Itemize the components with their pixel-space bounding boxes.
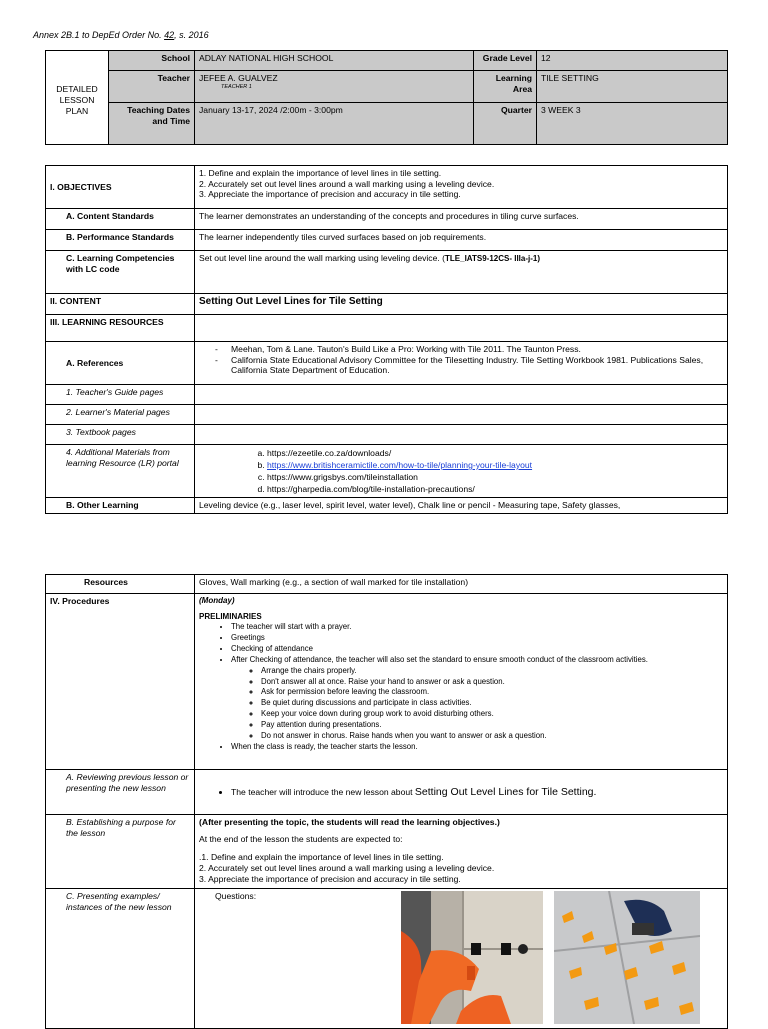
other-resources-value: Gloves, Wall marking (e.g., a section of wall marked for tile installation) xyxy=(195,575,728,594)
references-label: A. References xyxy=(46,342,195,385)
teachers-guide-label: 1. Teacher's Guide pages xyxy=(46,385,195,405)
purpose-item: .1. Define and explain the importance of level lines in tile setting. xyxy=(199,852,444,863)
purpose-item: 3. Appreciate the importance of precision and accuracy in tile setting. xyxy=(199,873,461,884)
standard-item: ◦ Be quiet during discussions and participate in class activities. xyxy=(261,698,723,709)
purpose-heading: (After presenting the topic, the students will read the learning objectives.) xyxy=(199,817,500,827)
standard-item: ◦ Do not answer in chorus. Raise hands when you want to answer or ask a question. xyxy=(261,731,723,742)
area-label: Learning Area xyxy=(474,71,537,103)
performance-standards-label: B. Performance Standards xyxy=(46,230,195,251)
grade-label: Grade Level xyxy=(474,51,537,71)
standard-item: ◦ Arrange the chairs properly. xyxy=(261,666,723,677)
other-learning-label: B. Other Learning xyxy=(46,498,195,514)
content-value: Setting Out Level Lines for Tile Setting xyxy=(195,294,728,315)
preliminaries-title: PRELIMINARIES xyxy=(199,612,262,621)
competencies-label: C. Learning Competencies with LC code xyxy=(46,251,195,294)
objectives-table xyxy=(45,165,728,514)
teacher-role: TEACHER 1 xyxy=(221,83,252,90)
links-cell xyxy=(195,445,728,498)
school-value: ADLAY NATIONAL HIGH SCHOOL xyxy=(195,51,474,71)
procedures-cell xyxy=(195,594,728,770)
teacher-name: JEFEE A. GUALVEZ xyxy=(199,73,278,83)
purpose-label: B. Establishing a purpose for the lesson xyxy=(46,815,195,889)
objective-item: 1. Define and explain the importance of level lines in tile setting. xyxy=(199,168,442,178)
quarter-value: 3 WEEK 3 xyxy=(537,103,728,145)
grade-value: 12 xyxy=(537,51,728,71)
objectives-label: I. OBJECTIVES xyxy=(46,166,195,209)
purpose-cell xyxy=(195,815,728,889)
prelim-item: • After Checking of attendance, the teacher will also set the standard to ensure smooth conduct of the classroom activities. ◦ Arrange the chairs properly. ◦ Don't answer all at once. Raise your hand to answer or ask a question. ◦ Ask for permission before leaving the classroom. ◦ Be quiet during discussions and participate in class activities. ◦ Keep your voice down during group work to avoid disturbing others. ◦ Pay attention during presentations. ◦ Do not answer in chorus. Raise hands when you want to answer or ask a question. xyxy=(231,655,723,742)
other-resources-label: Resources xyxy=(46,575,195,594)
link-item: d. https://gharpedia.com/blog/tile-installation-precautions/ xyxy=(267,483,723,495)
school-label: School xyxy=(109,51,195,71)
objectives-list xyxy=(195,166,728,209)
prelim-item: • Greetings xyxy=(231,633,723,644)
header-table xyxy=(45,50,728,145)
link-item[interactable] xyxy=(267,459,723,471)
link-item: a. https://ezeetile.co.za/downloads/ xyxy=(267,447,723,459)
resources-empty xyxy=(195,315,728,342)
other-learning-value: Leveling device (e.g., laser level, spirit level, water level), Chalk line or pencil - Measuring tape, Safety glasses, xyxy=(195,498,728,514)
textbook-label: 3. Textbook pages xyxy=(46,425,195,445)
learners-material-label: 2. Learner's Material pages xyxy=(46,405,195,425)
reviewing-value: • The teacher will introduce the new lesson about Setting Out Level Lines for Tile Setting. xyxy=(195,770,728,815)
additional-materials-label: 4. Additional Materials from learning Resource (LR) portal xyxy=(46,445,195,498)
standard-item: ◦ Don't answer all at once. Raise your hand to answer or ask a question. xyxy=(261,677,723,688)
purpose-item: 2. Accurately set out level lines around a wall marking using a leveling device. xyxy=(199,863,495,874)
link-item: c. https://www.grigsbys.com/tileinstallation xyxy=(267,471,723,483)
prelim-item: • When the class is ready, the teacher starts the lesson. xyxy=(231,742,723,753)
teachers-guide-value xyxy=(195,385,728,405)
content-standards-value: The learner demonstrates an understanding of the concepts and procedures in tiling curve surfaces. xyxy=(195,209,728,230)
competencies-value: Set out level line around the wall marking using leveling device. (TLE_IATS9-12CS- IIIa-j-1) xyxy=(195,251,728,294)
teacher-cell xyxy=(195,71,474,103)
link-british-ceramic[interactable]: https://www.britishceramictile.com/how-to-tile/planning-your-tile-layout xyxy=(267,460,533,471)
tile-wall-photo xyxy=(401,891,543,1024)
plan-title: DETAILED LESSON PLAN xyxy=(46,51,109,145)
dates-value: January 13-17, 2024 /2:00m - 3:00pm xyxy=(195,103,474,145)
performance-standards-value: The learner independently tiles curved surfaces based on job requirements. xyxy=(195,230,728,251)
teacher-label: Teacher xyxy=(109,71,195,103)
standard-item: ◦ Pay attention during presentations. xyxy=(261,720,723,731)
prelim-item: • Checking of attendance xyxy=(231,644,723,655)
tile-floor-photo xyxy=(554,891,700,1024)
resources-label: III. LEARNING RESOURCES xyxy=(46,315,195,342)
purpose-intro: At the end of the lesson the students are expected to: xyxy=(199,833,403,844)
questions-label: Questions: xyxy=(215,891,257,901)
prelim-item: • The teacher will start with a prayer. xyxy=(231,622,723,633)
area-value: TILE SETTING xyxy=(537,71,728,103)
dates-label: Teaching Dates and Time xyxy=(109,103,195,145)
reference-item: - California State Educational Advisory Committee for the Tilesetting Industry. Tile Setting Workbook 1981. Publications Sales, California State Department of Education. xyxy=(199,355,723,376)
content-standards-label: A. Content Standards xyxy=(46,209,195,230)
procedures-day: (Monday) xyxy=(199,596,235,605)
examples-label: C. Presenting examples/ instances of the new lesson xyxy=(46,889,195,1029)
objective-item: 3. Appreciate the importance of precision and accuracy in tile setting. xyxy=(199,189,461,200)
content-label: II. CONTENT xyxy=(46,294,195,315)
reference-item: - Meehan, Tom & Lane. Tauton's Build Like a Pro: Working with Tile 2011. The Taunton Press. xyxy=(199,344,723,355)
references-list xyxy=(195,342,728,385)
textbook-value xyxy=(195,425,728,445)
quarter-label: Quarter xyxy=(474,103,537,145)
standard-item: ◦ Keep your voice down during group work to avoid disturbing others. xyxy=(261,709,723,720)
annex-reference: Annex 2B.1 to DepEd Order No. 42, s. 2016 xyxy=(33,30,209,40)
learners-material-value xyxy=(195,405,728,425)
procedures-label: IV. Procedures xyxy=(46,594,195,770)
standard-item: ◦ Ask for permission before leaving the classroom. xyxy=(261,687,723,698)
objective-item: 2. Accurately set out level lines around a wall marking using a leveling device. xyxy=(199,178,495,189)
reviewing-label: A. Reviewing previous lesson or presenting the new lesson xyxy=(46,770,195,815)
